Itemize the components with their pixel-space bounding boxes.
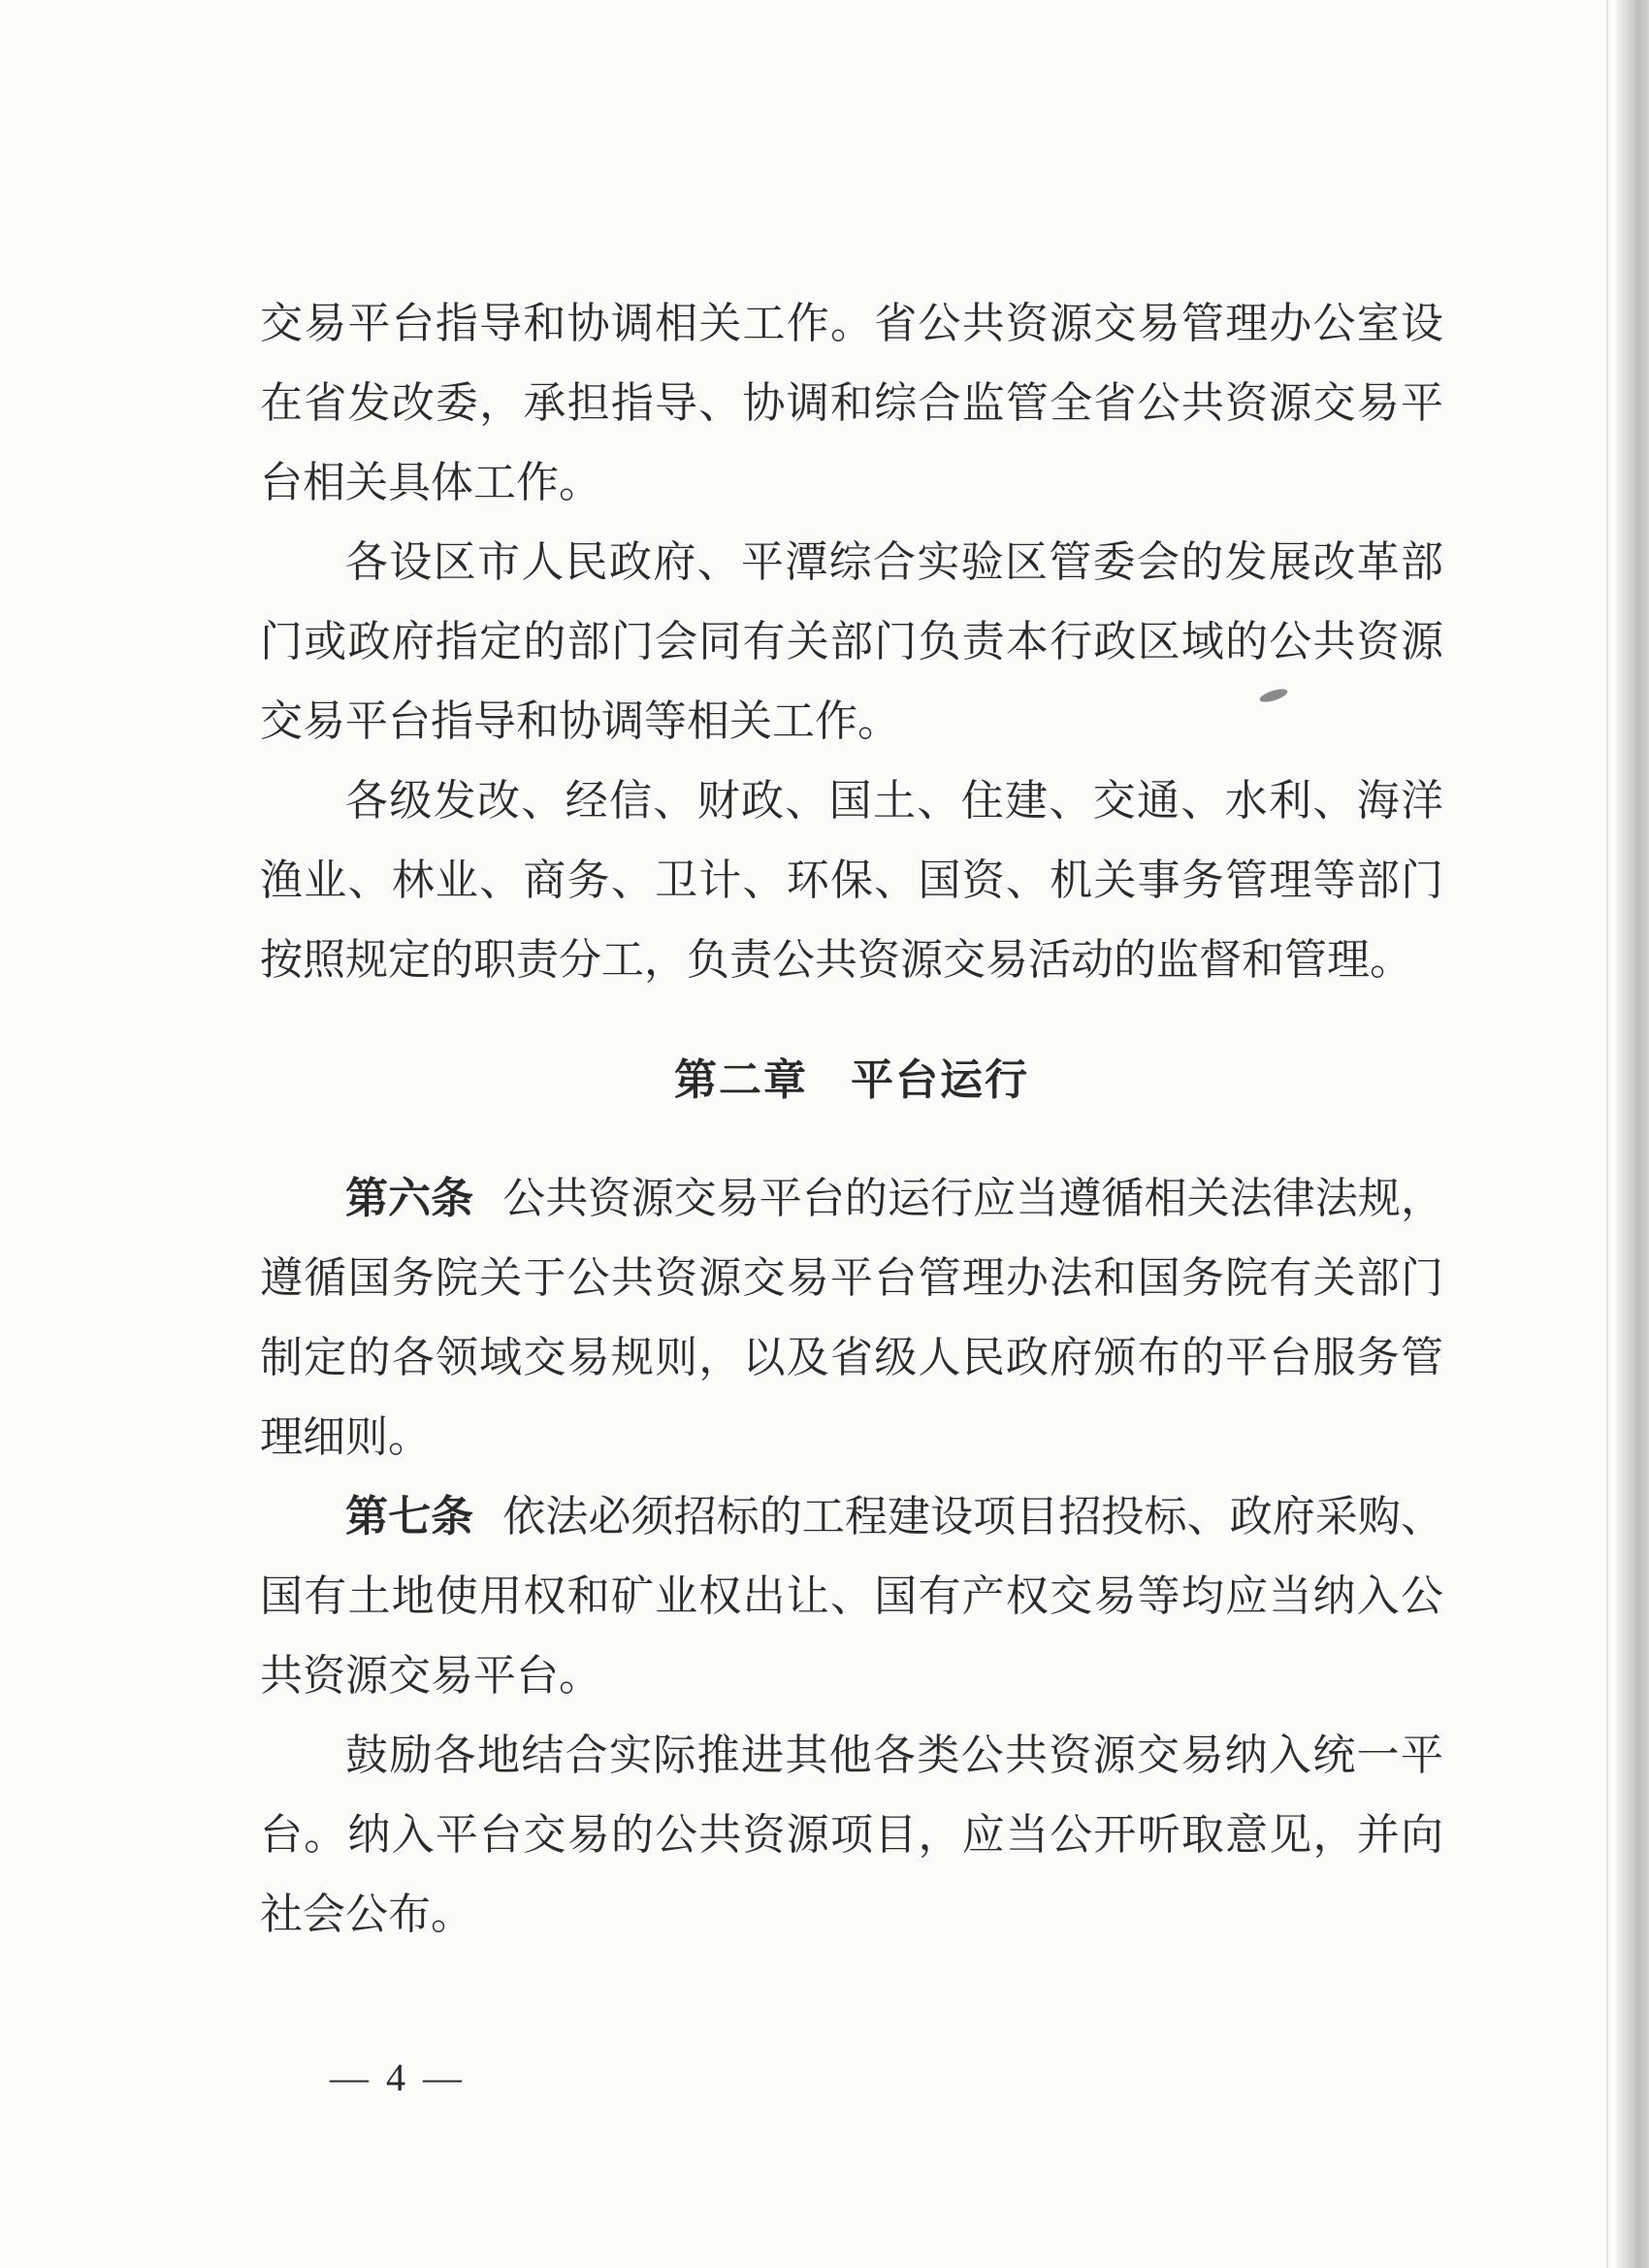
page-edge-shadow	[1616, 0, 1649, 2268]
page-edge-line	[1606, 0, 1608, 2268]
article-6-label: 第六条	[345, 1174, 474, 1223]
paragraph-3: 各级发改、经信、财政、国土、住建、交通、水利、海洋渔业、林业、商务、卫计、环保、国资、机关事务管理等部门按照规定的职责分工，负责公共资源交易活动的监督和管理。	[260, 776, 1443, 985]
document-body	[260, 284, 1443, 1955]
page-number: — 4 —	[330, 2056, 466, 2099]
article-7	[260, 1477, 1443, 1716]
article-6	[260, 1159, 1443, 1477]
paragraph-1: 交易平台指导和协调相关工作。省公共资源交易管理办公室设在省发改委，承担指导、协调和综合监管全省公共资源交易平台相关具体工作。	[260, 299, 1443, 507]
chapter-heading	[260, 1041, 1443, 1120]
chapter-number: 第二章	[674, 1055, 808, 1105]
article-7-text: 依法必须招标的工程建设项目招投标、政府采购、国有土地使用权和矿业权出让、国有产权交易等均应当纳入公共资源交易平台。	[260, 1492, 1443, 1701]
paragraph-2: 各设区市人民政府、平潭综合实验区管委会的发展改革部门或政府指定的部门会同有关部门负责本行政区域的公共资源交易平台指导和协调等相关工作。	[260, 537, 1443, 746]
paragraph-8: 鼓励各地结合实际推进其他各类公共资源交易纳入统一平台。纳入平台交易的公共资源项目，应当公开听取意见，并向社会公布。	[260, 1731, 1443, 1939]
article-6-text: 公共资源交易平台的运行应当遵循相关法律法规，遵循国务院关于公共资源交易平台管理办法和国务院有关部门制定的各领域交易规则，以及省级人民政府颁布的平台服务管理细则。	[260, 1174, 1443, 1462]
article-7-label: 第七条	[345, 1492, 474, 1541]
chapter-title: 平台运行	[851, 1055, 1029, 1105]
